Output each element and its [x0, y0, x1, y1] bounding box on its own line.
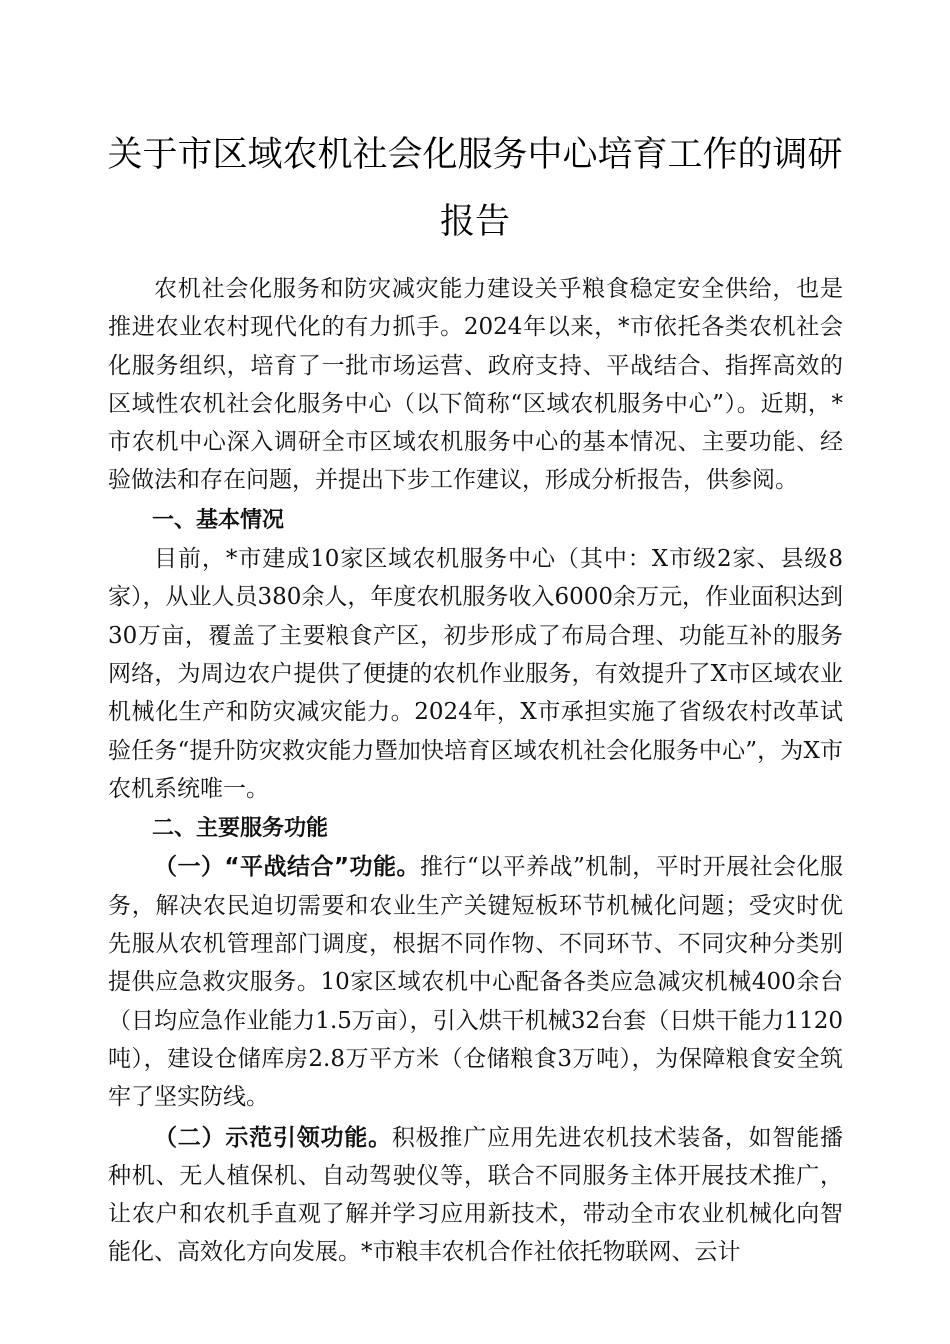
- document-body: [108, 270, 843, 1272]
- function-1-lead: （一）“平战结合”功能。: [154, 854, 420, 881]
- section-heading-main-functions: 二、主要服务功能: [152, 816, 329, 842]
- function-2-text: 积极推广应用先进农机技术装备，如智能播种机、无人植保机、自动驾驶仪等，联合不同服务主体开展技术推广，让农户和农机手直观了解并学习应用新技术，带动全市农业机械化向智能化、高效化方向发展。*市粮丰农机合作社依托物联网、云计: [108, 1124, 844, 1266]
- function-2-lead: （二）示范引领功能。: [154, 1124, 392, 1151]
- section-heading-basic-situation: 一、基本情况: [152, 507, 285, 533]
- intro-paragraph: 农机社会化服务和防灾减灾能力建设关乎粮食稳定安全供给，也是推进农业农村现代化的有力抓手。2024年以来，*市依托各类农机社会化服务组织，培育了一批市场运营、政府支持、平战结合、指挥高效的区域性农机社会化服务中心（以下简称“区域农机服务中心”）。近期，*市农机中心深入调研全市区域农机服务中心的基本情况、主要功能、经验做法和存在问题，并提出下步工作建议，形成分析报告，供参阅。: [108, 276, 843, 494]
- basic-situation-paragraph: 目前，*市建成10家区域农机服务中心（其中：X市级2家、县级8家），从业人员380余人，年度农机服务收入6000余万元，作业面积达到30万亩，覆盖了主要粮食产区，初步形成了布局合理、功能互补的服务网络，为周边农户提供了便捷的农机作业服务，有效提升了X市区域农业机械化生产和防灾减灾能力。2024年，X市承担实施了省级农村改革试验任务“提升防灾救灾能力暨加快培育区域农机社会化服务中心”，为X市农机系统唯一。: [108, 546, 843, 802]
- function-paragraph-2: [108, 1119, 843, 1272]
- function-paragraph-1: [108, 848, 843, 1116]
- function-1-text: 推行“以平养战”机制，平时开展社会化服务，解决农民迫切需要和农业生产关键短板环节机械化问题；受灾时优先服从农机管理部门调度，根据不同作物、不同环节、不同灾种分类别提供应急救灾服务。10家区域农机中心配备各类应急减灾机械400余台（日均应急作业能力1.5万亩），引入烘干机械32台套（日烘干能力1120吨），建设仓储库房2.8万平方米（仓储粮食3万吨），为保障粮食安全筑牢了坚实防线。: [108, 854, 843, 1111]
- document-title-line2: 报告: [439, 202, 510, 242]
- document-title-line1: 关于市区域农机社会化服务中心培育工作的调研: [107, 135, 843, 175]
